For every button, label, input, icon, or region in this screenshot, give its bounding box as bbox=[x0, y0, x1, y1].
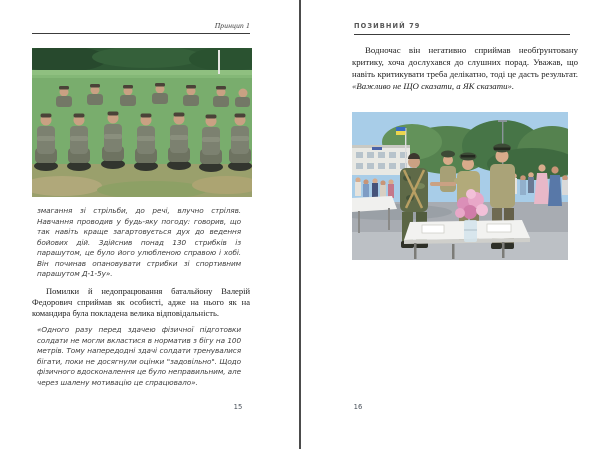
page-number-left: 15 bbox=[233, 403, 243, 411]
quote-continuation-paragraph: змагання зі стрільби, до речі, влучно стріляв. Навчання проводив у будь-яку погоду: говорив, що так навіть краще загартовується дух до ведення бойових дій. Здійснив понад 130 стрибків із парашутом, це було його улюбленою справою і хобі. Він починав опановувати стрибки зі спортивним парашутом Д-1-5у». bbox=[37, 206, 241, 278]
running-head-rule-right bbox=[354, 34, 570, 35]
right-page-photo bbox=[352, 112, 568, 260]
running-head-right: ПОЗИВНИЙ 79 bbox=[354, 22, 421, 30]
quote-paragraph: «Одного разу перед здачею фізичної підготовки солдати не могли вкластися в норматив з бігу на 100 метрів. Тому напередодні здачі солдати тренувалися бігати, поки не досягнули оцінки "задовільно". Щодо фізичного вдосконалення це було неправильним, але через шалену мотивацію це спрацювало». bbox=[37, 325, 241, 387]
right-body-paragraph bbox=[352, 44, 578, 92]
paragraph-quote-italic: «Важливо не ЩО сказати, а ЯК сказати». bbox=[352, 81, 515, 91]
page-divider bbox=[299, 0, 301, 449]
ceremony-photo bbox=[352, 112, 568, 260]
running-head-left: Принцип 1 bbox=[214, 21, 250, 30]
page-number-right: 16 bbox=[353, 403, 363, 411]
paragraph-text: Водночас він негативно сприймав необґрунтовану критику, хоча дослухався до слушних порад. Уважав, що навіть критикувати треба делікатно, тоді це дасть результат. bbox=[352, 45, 578, 79]
body-paragraph: Помилки й недопрацювання батальйону Валерій Федорович сприймав як особисті, адже на нього як на командира була покладена велика відповідальність. bbox=[32, 286, 250, 318]
soldiers-group-photo bbox=[32, 48, 252, 197]
left-page-photo bbox=[32, 48, 252, 197]
running-head-rule-left bbox=[32, 33, 250, 34]
